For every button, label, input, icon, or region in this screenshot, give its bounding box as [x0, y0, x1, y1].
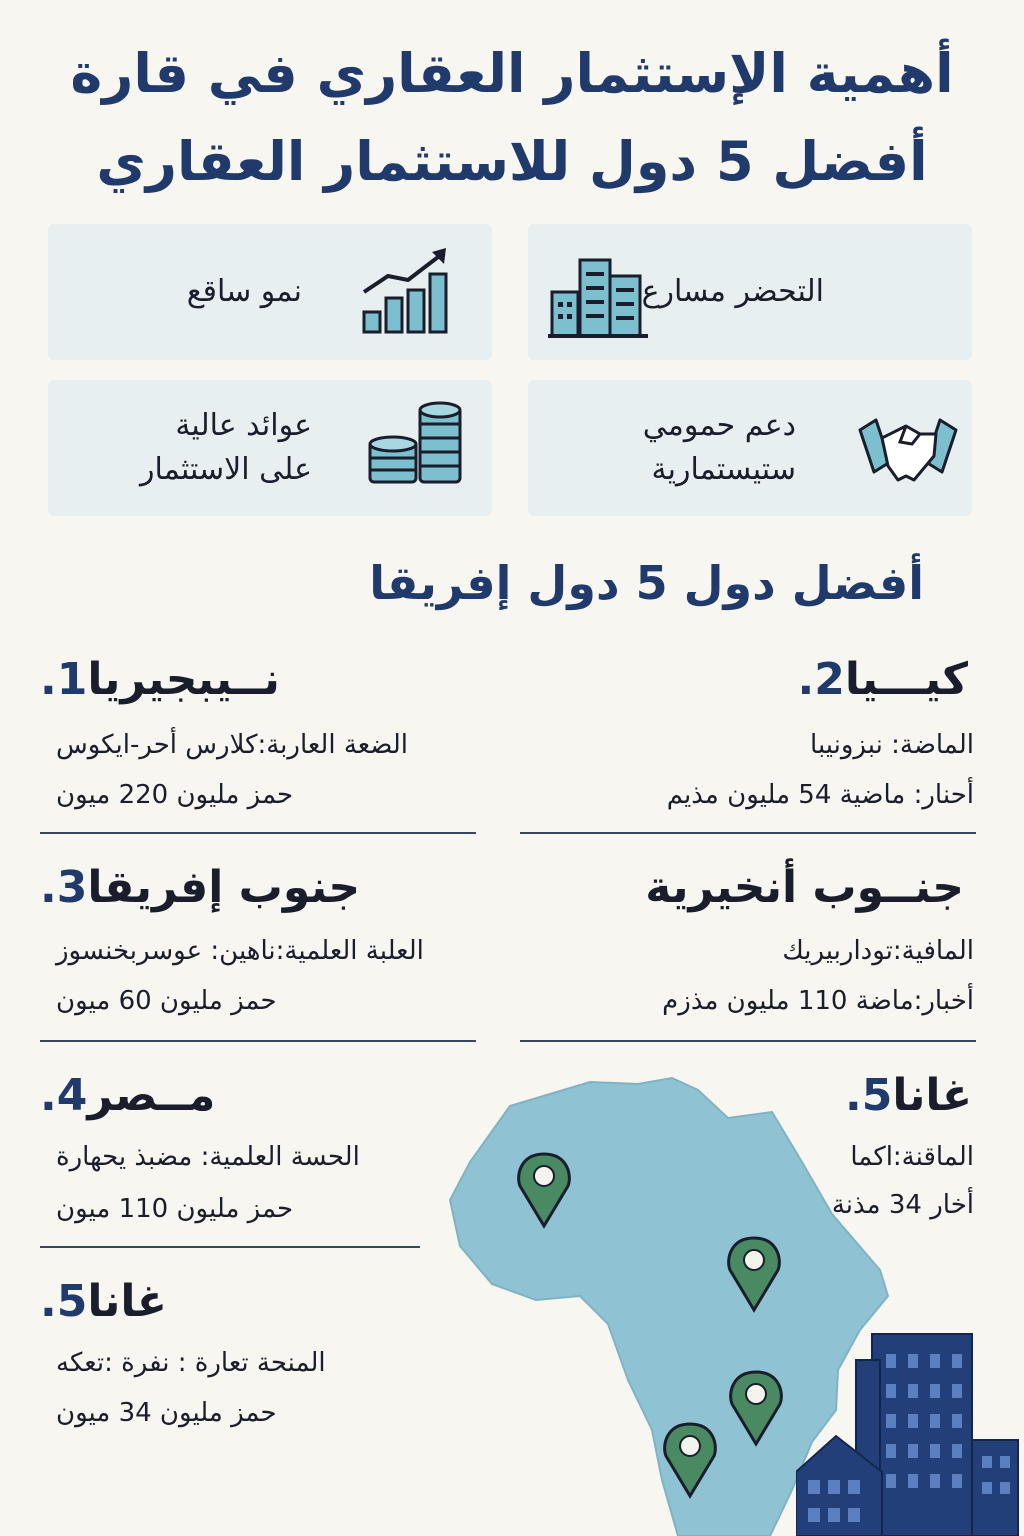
feature-card-urbanization — [528, 224, 972, 360]
page-title: أهمية الإستثمار العقاري في قارة — [70, 42, 954, 105]
country-7-name — [40, 1276, 167, 1327]
country-7-line1: المنحة تعارة : نفرة :تعكه — [56, 1348, 326, 1378]
country-5-line1: الحسة العلمية: مضبذ يحهارة — [56, 1142, 360, 1172]
feature-card-high-returns — [48, 380, 492, 516]
feature-card-growth — [48, 224, 492, 360]
divider — [40, 1040, 476, 1042]
country-5-name — [40, 1070, 215, 1121]
country-6-line1: الماقنة:اكما — [850, 1142, 974, 1172]
country-1-line1: الضعة العاربة:كلارس أحر-ايكوس — [56, 730, 409, 760]
country-6-name — [845, 1070, 972, 1121]
country-3-name — [40, 862, 360, 913]
feature-label-line1: عوائد عالية — [175, 408, 312, 443]
country-5-line2: حمز مليون 110 ميون — [56, 1194, 294, 1224]
divider — [40, 832, 476, 834]
buildings-icon — [548, 252, 648, 342]
divider — [40, 1246, 420, 1248]
country-6-line2: أخار 34 مذنة — [831, 1190, 974, 1220]
city-buildings-illustration — [796, 1324, 1024, 1536]
country-2-name — [798, 654, 969, 705]
country-4-line2: أخبار:ماضة 110 مليون مذزم — [662, 986, 974, 1016]
country-number: 4. — [40, 1070, 88, 1121]
country-1-name — [40, 654, 280, 705]
divider — [520, 1040, 976, 1042]
country-4-name — [645, 862, 964, 913]
section-title: أفضل دول 5 دول إفريقا — [369, 556, 924, 610]
country-1-line2: حمز مليون 220 ميون — [56, 780, 294, 810]
feature-label — [643, 380, 796, 516]
country-number: 1. — [40, 654, 88, 705]
feature-label: نمو ساقع — [186, 274, 302, 309]
feature-label — [140, 380, 312, 516]
feature-label-line2: على الاستثمار — [139, 452, 312, 487]
page-subtitle: أفضل 5 دول للاستثمار العقاري — [96, 130, 928, 193]
growth-chart-icon — [358, 246, 458, 336]
country-name-text: نــيبجيريا — [87, 654, 280, 705]
country-2-line1: الماضة: نبزونيبا — [810, 730, 974, 760]
feature-label: التحضر مسارع — [641, 274, 824, 309]
country-number: 2. — [797, 654, 845, 705]
country-4-line1: المافية:توداربيريك — [782, 936, 974, 966]
coins-stack-icon — [366, 398, 466, 488]
country-name-text: كيـــيا — [844, 654, 968, 705]
country-name-text: جنوب إفريقا — [87, 862, 361, 913]
feature-card-government-support — [528, 380, 972, 516]
divider — [520, 832, 976, 834]
country-3-line1: العلبة العلمية:ناهين: عوسربخنسوز — [56, 936, 424, 966]
country-number: 5. — [845, 1070, 893, 1121]
feature-label-line2: ستيستمارية — [651, 452, 796, 487]
country-number: 3. — [40, 862, 88, 913]
country-name-text: مــصر — [87, 1070, 216, 1121]
feature-label-line1: دعم حمومي — [642, 408, 796, 443]
country-name-text: غانا — [87, 1276, 167, 1327]
country-number: 5. — [40, 1276, 88, 1327]
country-7-line2: حمز مليون 34 ميون — [56, 1398, 277, 1428]
country-2-line2: أحنار: ماضية 54 مليون مذيم — [666, 780, 974, 810]
country-name-text: جنــوب أنخيرية — [645, 862, 964, 913]
country-name-text: غانا — [892, 1070, 972, 1121]
handshake-icon — [858, 404, 958, 494]
country-3-line2: حمز مليون 60 ميون — [56, 986, 277, 1016]
